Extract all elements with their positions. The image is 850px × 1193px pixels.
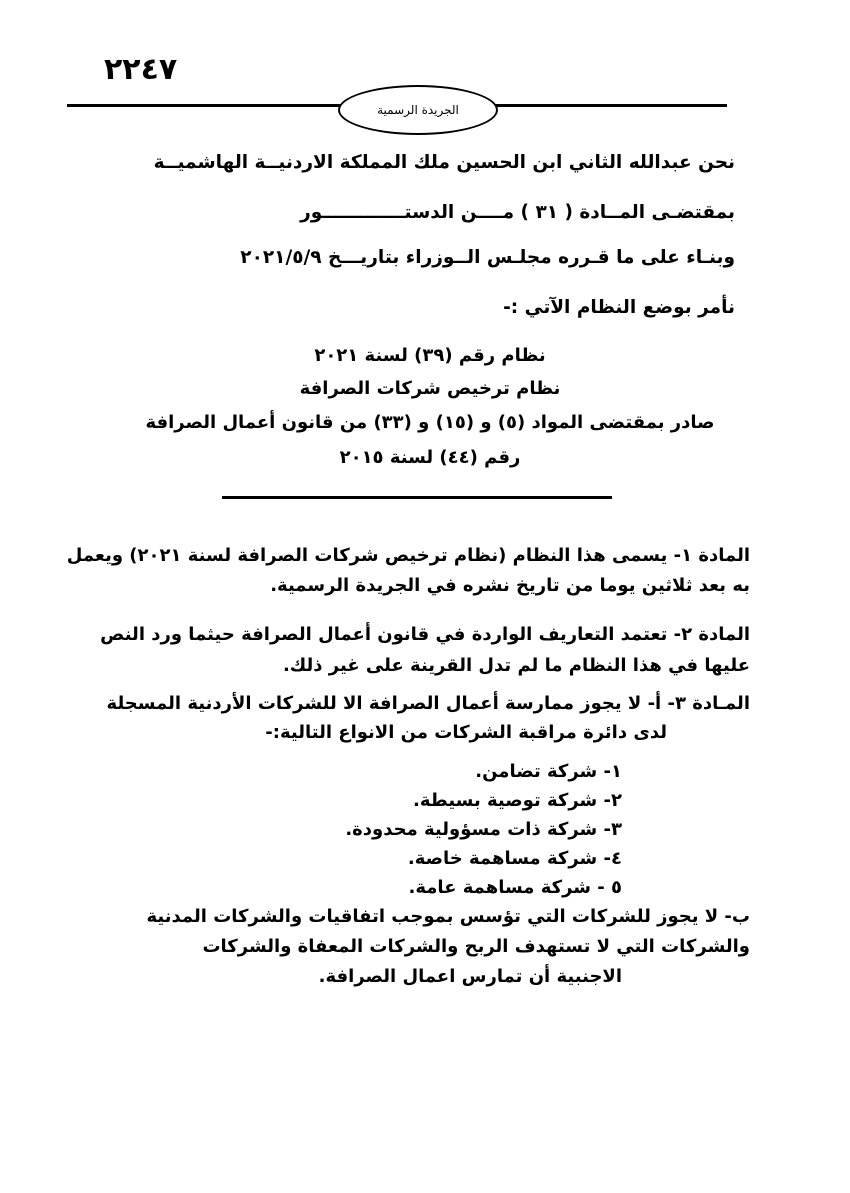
company-type-2: ٢- شركة توصية بسيطة. — [413, 790, 622, 811]
article-3b-line-3: الاجنبية أن تمارس اعمال الصرافة. — [318, 966, 622, 987]
article-3a-line-1: المـادة ٣- أ- لا يجوز ممارسة أعمال الصرافة الا للشركات الأردنية المسجلة — [106, 693, 750, 714]
regulation-issuance: صادر بمقتضى المواد (٥) و (١٥) و (٣٣) من قانون أعمال الصرافة — [145, 412, 715, 433]
publication-name: الجريدة الرسمية — [377, 103, 459, 117]
article-2-line-1: المادة ٢- تعتمد التعاريف الواردة في قانون أعمال الصرافة حيثما ورد النص — [100, 624, 750, 645]
article-1-line-1: المادة ١- يسمى هذا النظام (نظام ترخيص شركات الصرافة لسنة ٢٠٢١) ويعمل — [66, 545, 750, 566]
preamble-line-4: نأمر بوضع النظام الآتي :- — [503, 297, 735, 318]
preamble-line-3: وبنـاء على ما قـرره مجلـس الــوزراء بتاريـــخ ٢٠٢١/٥/٩ — [240, 247, 735, 268]
company-type-5: ٥ - شركة مساهمة عامة. — [408, 877, 622, 898]
article-3b-line-1: ب- لا يجوز للشركات التي تؤسس بموجب اتفاقيات والشركات المدنية — [146, 906, 750, 927]
company-type-1: ١- شركة تضامن. — [475, 761, 622, 782]
regulation-number: نظام رقم (٣٩) لسنة ٢٠٢١ — [314, 345, 546, 366]
article-1-line-2: به بعد ثلاثين يوما من تاريخ نشره في الجريدة الرسمية. — [270, 575, 750, 596]
law-reference: رقم (٤٤) لسنة ٢٠١٥ — [339, 447, 521, 468]
article-3b-line-2: والشركات التي لا تستهدف الربح والشركات المعفاة والشركات — [202, 936, 750, 957]
company-type-3: ٣- شركة ذات مسؤولية محدودة. — [345, 819, 622, 840]
publication-oval — [338, 85, 498, 135]
title-divider — [222, 496, 612, 499]
article-3a-line-2: لدى دائرة مراقبة الشركات من الانواع التالية:- — [265, 722, 667, 743]
preamble-line-1: نحن عبدالله الثاني ابن الحسين ملك المملكة الاردنيــة الهاشميــة — [153, 152, 735, 173]
preamble-line-2: بمقتضـى المــادة ( ٣١ ) مــــن الدستـــــــــــــور — [300, 202, 735, 223]
article-2-line-2: عليها في هذا النظام ما لم تدل القرينة على غير ذلك. — [282, 655, 750, 676]
company-type-4: ٤- شركة مساهمة خاصة. — [407, 848, 622, 869]
regulation-title: نظام ترخيص شركات الصرافة — [299, 378, 561, 399]
page-number: ٢٢٤٧ — [104, 52, 178, 87]
